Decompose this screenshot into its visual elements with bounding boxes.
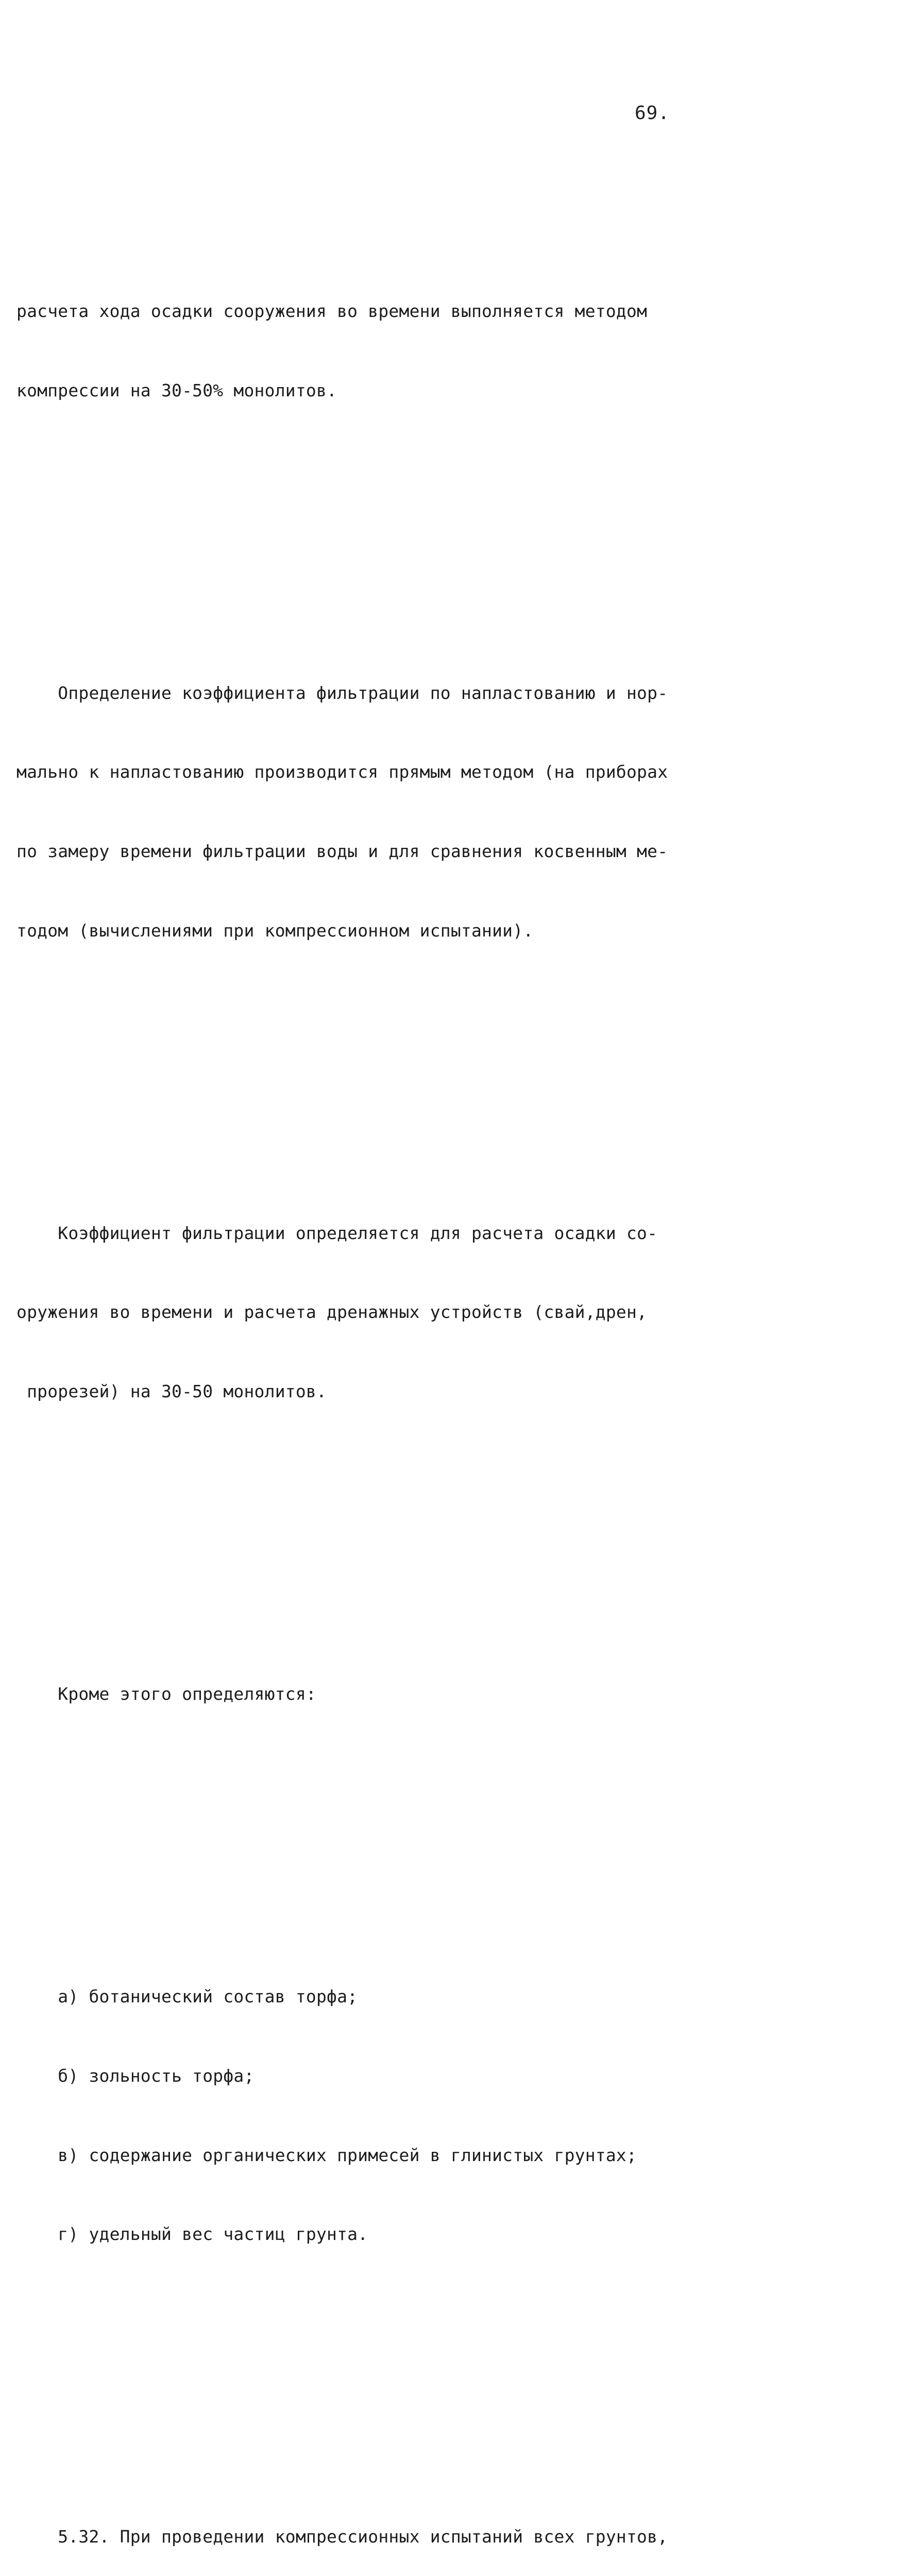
text-line: мально к напластованию производится прямым методом (на приборах — [16, 762, 668, 782]
text-line: тодом (вычислениями при компрессионном испытании). — [16, 920, 534, 941]
list-item: б) зольность торфа; — [16, 2066, 255, 2086]
list-item: в) содержание органических примесей в глинистых грунтах; — [16, 2145, 637, 2165]
list-item: г) удельный вес частиц грунта. — [16, 2224, 368, 2245]
paragraph-5-32 — [16, 2471, 748, 2576]
paragraph — [16, 1628, 748, 1760]
text-line: по замеру времени фильтрации воды и для сравнения косвенным ме- — [16, 841, 668, 862]
page-number: 69. — [635, 103, 670, 124]
list-item: а) ботанический состав торфа; — [16, 1986, 358, 2007]
text-line: расчета хода осадки сооружения во времени выполняется методом — [16, 301, 648, 322]
text-line: 5.32. При проведении компрессионных испытаний всех грунтов, — [16, 2527, 668, 2547]
text-line: оружения во времени и расчета дренажных устройств (свай,дрен, — [16, 1302, 648, 1323]
paragraph — [16, 1167, 748, 1457]
text-line: Кроме этого определяются: — [16, 1684, 316, 1704]
text-line: Коэффициент фильтрации определяется для расчета осадки со- — [16, 1223, 658, 1243]
text-line: компрессии на 30-50% монолитов. — [16, 380, 337, 400]
text-line: Определение коэффициента фильтрации по напластованию и нор- — [16, 682, 668, 703]
paragraph — [16, 627, 748, 996]
text-line: прорезей) на 30-50 монолитов. — [16, 1381, 327, 1402]
paragraph — [16, 245, 748, 457]
determinations-list — [16, 1931, 748, 2300]
body-text — [16, 166, 748, 2576]
